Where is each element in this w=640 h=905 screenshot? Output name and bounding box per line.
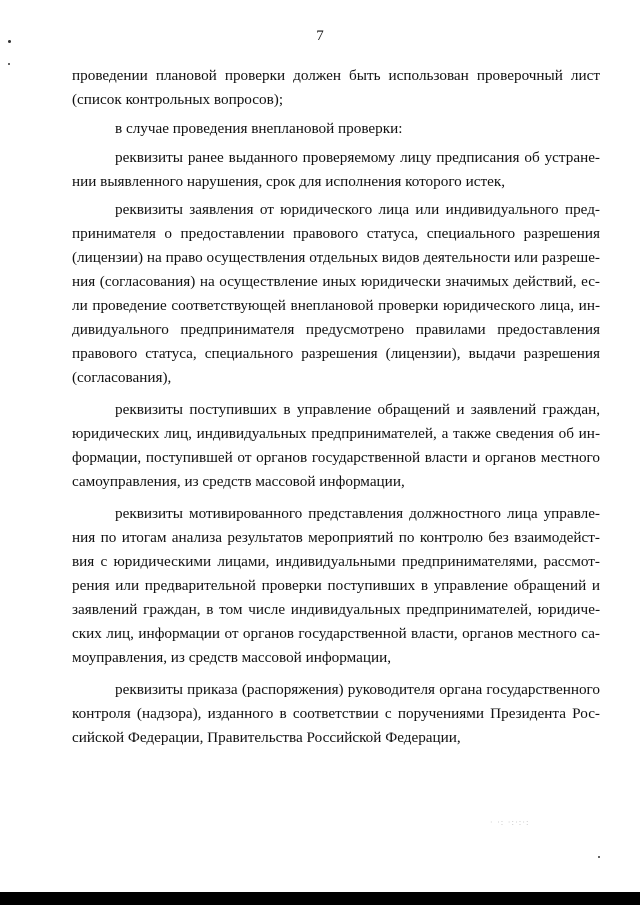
text-line: ния по итогам анализа результатов мероприятий по контролю без взаимодейст- [72, 529, 600, 546]
page-number: 7 [316, 28, 324, 44]
scan-noise: · ·: ·:·:·: [490, 818, 530, 827]
text-line: контроля (надзора), изданного в соответствии с поручениями Президента Рос- [72, 705, 600, 722]
text-line: реквизиты ранее выданного проверяемому лицу предписания об устране- [115, 149, 600, 166]
text-line: самоуправления, из средств массовой информации, [72, 473, 405, 490]
text-line: нии выявленного нарушения, срок для исполнения которого истек, [72, 173, 505, 190]
text-line: рения или предварительной проверки поступивших в управление обращений и [72, 577, 600, 594]
text-line: ли проведение соответствующей внеплановой проверки юридического лица, ин- [72, 297, 600, 314]
text-line: юридических лиц, индивидуальных предпринимателей, а также сведения об ин- [72, 425, 600, 442]
text-line: реквизиты мотивированного представления должностного лица управле- [115, 505, 600, 522]
text-line: правового статуса, специального разрешения (лицензии), выдачи разрешения [72, 345, 600, 362]
text-line: моуправления, из средств массовой информации, [72, 649, 392, 666]
text-line: ских лиц, информации от органов государственной власти, органов местного са- [72, 625, 600, 642]
text-line: (согласования), [72, 369, 172, 386]
text-line: ния (согласования) на осуществление иных юридически значимых действий, ес- [72, 273, 600, 290]
scan-speck [8, 63, 10, 65]
text-line: (список контрольных вопросов); [72, 91, 284, 108]
text-line: реквизиты поступивших в управление обращений и заявлений граждан, [115, 401, 600, 418]
scan-edge-bar [0, 892, 640, 905]
text-line: вия с юридическими лицами, индивидуальными предпринимателями, рассмот- [72, 553, 600, 570]
scan-speck [8, 40, 11, 43]
text-line: в случае проведения внеплановой проверки: [115, 120, 403, 137]
text-line: проведении плановой проверки должен быть использован проверочный лист [72, 67, 600, 84]
scan-speck [598, 856, 600, 858]
text-line: сийской Федерации, Правительства Российской Федерации, [72, 729, 461, 746]
text-line: (лицензии) на право осуществления отдельных видов деятельности или разреше- [72, 249, 600, 266]
text-line: дивидуального предпринимателя предусмотрено правилами предоставления [72, 321, 600, 338]
text-line: реквизиты заявления от юридического лица или индивидуального пред- [115, 201, 600, 218]
text-line: принимателя о предоставлении правового статуса, специального разрешения [72, 225, 600, 242]
text-line: реквизиты приказа (распоряжения) руководителя органа государственного [115, 681, 600, 698]
text-line: заявлений граждан, в том числе индивидуальных предпринимателей, юридиче- [72, 601, 600, 618]
text-line: формации, поступившей от органов государственной власти и органов местного [72, 449, 600, 466]
